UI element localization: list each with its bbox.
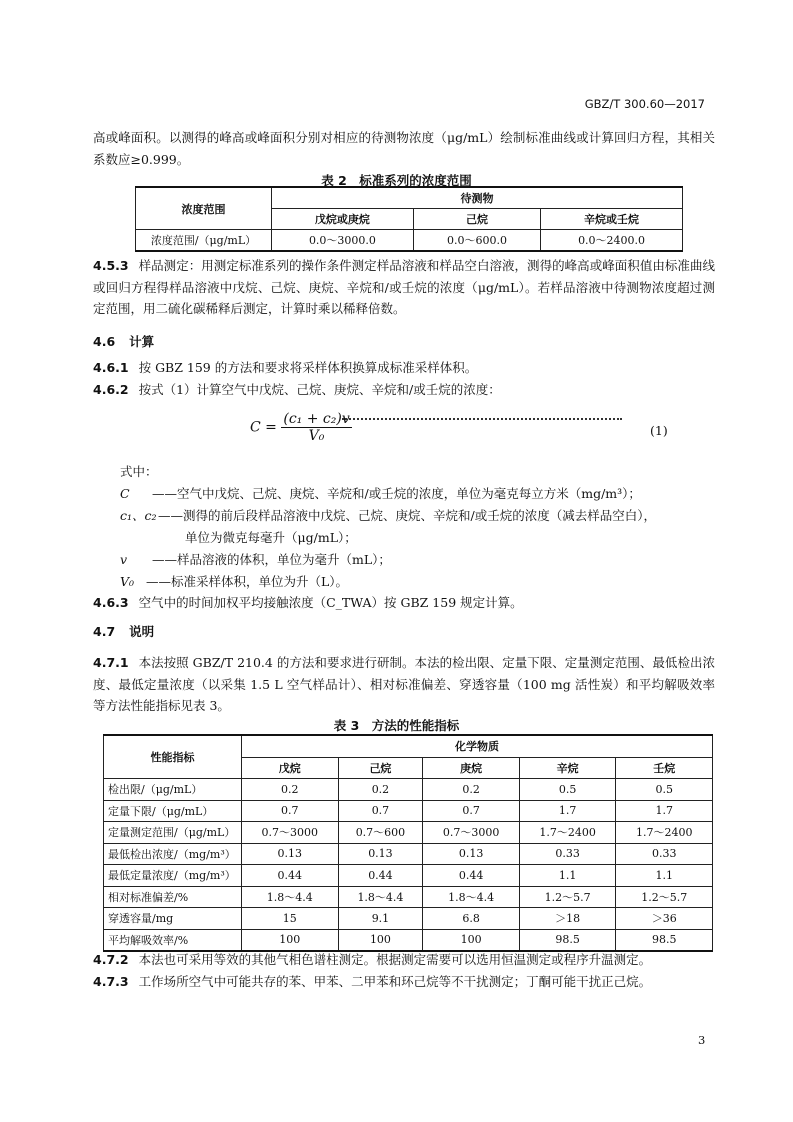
table-row — [136, 230, 683, 252]
table3-row-label: 最低定量浓度/（mg/m³） — [104, 865, 242, 887]
table-row — [104, 886, 713, 908]
table3 — [103, 734, 713, 952]
table2-col-header: 己烷 — [413, 209, 540, 230]
table3-col-header: 戊烷 — [242, 757, 339, 779]
table2-col-header: 辛烷或壬烷 — [541, 209, 683, 230]
table3-row-label: 检出限/（μg/mL） — [104, 779, 242, 801]
table-cell: 9.1 — [338, 908, 423, 930]
table-cell: 0.7 — [338, 800, 423, 822]
table3-row-label: 定量下限/（μg/mL） — [104, 800, 242, 822]
table-cell: 1.7～2400 — [616, 822, 713, 844]
section-4-6-2 — [93, 379, 715, 401]
section-title: 计算 — [129, 334, 155, 349]
section-number: 4.5.3 — [93, 258, 129, 273]
formula-denominator: V₀ — [308, 428, 325, 444]
table-cell: 100 — [338, 929, 423, 951]
table-cell: 0.2 — [423, 779, 520, 801]
variable-symbol: c₁、c₂ — [120, 508, 157, 523]
section-number: 4.7.3 — [93, 974, 129, 989]
section-text: 空气中的时间加权平均接触浓度（C_TWA）按 GBZ 159 规定计算。 — [138, 595, 523, 610]
variable-line — [120, 572, 348, 590]
variable-symbol: C — [120, 486, 130, 501]
table-cell: 0.5 — [616, 779, 713, 801]
table-cell: 0.7～3000 — [242, 822, 339, 844]
variable-desc: 单位为微克每毫升（μg/mL）； — [185, 530, 357, 545]
table-cell: 1.7～2400 — [519, 822, 616, 844]
table-cell: 100 — [242, 929, 339, 951]
table-cell: 0.0～2400.0 — [541, 230, 683, 252]
table-cell: 1.1 — [519, 865, 616, 887]
section-4-6-3 — [93, 592, 715, 614]
table-cell: 0.44 — [423, 865, 520, 887]
table-cell: 1.1 — [616, 865, 713, 887]
formula-number: (1) — [650, 423, 668, 438]
table-cell: 0.5 — [519, 779, 616, 801]
section-number: 4.6 — [93, 334, 116, 349]
table2-corner: 浓度范围 — [136, 187, 272, 230]
variable-line — [120, 506, 656, 524]
variable-symbol: v — [120, 552, 128, 567]
section-text: 按式（1）计算空气中戊烷、己烷、庚烷、辛烷和/或壬烷的浓度： — [138, 382, 501, 397]
page-number: 3 — [698, 1033, 706, 1047]
table-cell: 0.33 — [616, 843, 713, 865]
table3-col-header: 辛烷 — [519, 757, 616, 779]
table-cell: 0.7～3000 — [423, 822, 520, 844]
formula-leader-dots — [342, 418, 622, 420]
table-cell: 0.13 — [338, 843, 423, 865]
section-4-5-3 — [93, 255, 715, 320]
variable-symbol: V₀ — [120, 574, 135, 589]
table-row — [104, 929, 713, 951]
table-cell: 100 — [423, 929, 520, 951]
section-number: 4.6.2 — [93, 382, 129, 397]
section-4-7-3 — [93, 971, 715, 993]
table2-caption: 表 2 标准系列的浓度范围 — [321, 173, 472, 188]
section-4-6-heading — [93, 332, 154, 350]
section-text: 本法也可采用等效的其他气相色谱柱测定。根据测定需要可以选用恒温测定或程序升温测定。 — [138, 952, 652, 967]
table2-group-header: 待测物 — [272, 187, 683, 209]
table-cell: 0.44 — [242, 865, 339, 887]
table-cell: 0.0～3000.0 — [272, 230, 414, 252]
table-cell: 1.2～5.7 — [616, 886, 713, 908]
formula-1 — [250, 411, 352, 444]
where-intro: 式中： — [120, 464, 158, 479]
table2-row-label: 浓度范围/（μg/mL） — [136, 230, 272, 252]
table3-col-header: 壬烷 — [616, 757, 713, 779]
table-cell: 0.7 — [242, 800, 339, 822]
table-row — [104, 843, 713, 865]
table-cell: 98.5 — [519, 929, 616, 951]
section-4-7-heading — [93, 622, 154, 640]
section-4-7-1 — [93, 652, 715, 717]
variable-desc: ——样品溶液的体积，单位为毫升（mL）； — [152, 552, 391, 567]
section-text: 按 GBZ 159 的方法和要求将采样体积换算成标准采样体积。 — [138, 360, 478, 375]
table-row — [104, 908, 713, 930]
table3-row-label: 平均解吸效率/% — [104, 929, 242, 951]
table-row — [104, 865, 713, 887]
table-cell: 1.8～4.4 — [242, 886, 339, 908]
table-row — [104, 800, 713, 822]
table3-caption: 表 3 方法的性能指标 — [333, 718, 460, 733]
formula-numerator: (c₁ + c₂)v — [283, 411, 350, 427]
section-4-6-1 — [93, 357, 715, 379]
section-number: 4.6.3 — [93, 595, 129, 610]
table-cell: ＞36 — [616, 908, 713, 930]
table-cell: 1.8～4.4 — [423, 886, 520, 908]
table-row — [104, 822, 713, 844]
variable-line — [185, 528, 357, 546]
table-cell: 98.5 — [616, 929, 713, 951]
variable-desc: ——标准采样体积，单位为升（L）。 — [146, 574, 349, 589]
table-cell: 1.8～4.4 — [338, 886, 423, 908]
table-cell: 0.7 — [423, 800, 520, 822]
table2 — [135, 186, 683, 252]
variable-desc: ——空气中戊烷、己烷、庚烷、辛烷和/或壬烷的浓度，单位为毫克每立方米（mg/m³）； — [152, 486, 641, 501]
table3-col-header: 庚烷 — [423, 757, 520, 779]
section-number: 4.6.1 — [93, 360, 129, 375]
standard-number: GBZ/T 300.60—2017 — [584, 97, 705, 111]
section-number: 4.7.1 — [93, 655, 129, 670]
table3-corner: 性能指标 — [104, 735, 242, 779]
table-cell: 0.33 — [519, 843, 616, 865]
table-cell: 1.7 — [519, 800, 616, 822]
table-row — [104, 779, 713, 801]
table-cell: 15 — [242, 908, 339, 930]
table-cell: 1.7 — [616, 800, 713, 822]
table-cell: 1.2～5.7 — [519, 886, 616, 908]
formula-equals: = — [265, 419, 277, 436]
table3-row-label: 相对标准偏差/% — [104, 886, 242, 908]
table3-row-label: 定量测定范围/（μg/mL） — [104, 822, 242, 844]
table-cell: 0.44 — [338, 865, 423, 887]
table-cell: 0.13 — [423, 843, 520, 865]
variable-desc: ——测得的前后段样品溶液中戊烷、己烷、庚烷、辛烷和/或壬烷的浓度（减去样品空白）， — [158, 508, 656, 523]
section-4-7-2 — [93, 949, 715, 971]
table-cell: 0.2 — [242, 779, 339, 801]
table-cell: 0.2 — [338, 779, 423, 801]
table2-col-header: 戊烷或庚烷 — [272, 209, 414, 230]
section-title: 说明 — [129, 624, 155, 639]
formula-lhs: C — [250, 419, 261, 436]
table3-row-label: 最低检出浓度/（mg/m³） — [104, 843, 242, 865]
table-cell: 0.0～600.0 — [413, 230, 540, 252]
table3-row-label: 穿透容量/mg — [104, 908, 242, 930]
variable-line — [120, 550, 391, 568]
section-number: 4.7 — [93, 624, 116, 639]
section-number: 4.7.2 — [93, 952, 129, 967]
formula-fraction — [281, 411, 351, 444]
table-cell: 0.13 — [242, 843, 339, 865]
table3-group-header: 化学物质 — [242, 735, 713, 757]
table-cell: 6.8 — [423, 908, 520, 930]
section-text: 工作场所空气中可能共存的苯、甲苯、二甲苯和环己烷等不干扰测定；丁酮可能干扰正己烷。 — [138, 974, 652, 989]
table-cell: ＞18 — [519, 908, 616, 930]
table-cell: 0.7～600 — [338, 822, 423, 844]
section-text: 样品测定：用测定标准系列的操作条件测定样品溶液和样品空白溶液，测得的峰高或峰面积值由标准曲线或回归方程得样品溶液中戊烷、己烷、庚烷、辛烷和/或壬烷的浓度（μg/mL）。若样品溶液中待测物浓度超过测定范围，用二硫化碳稀释后测定，计算时乘以稀释倍数。 — [93, 258, 715, 316]
table3-col-header: 己烷 — [338, 757, 423, 779]
section-text: 本法按照 GBZ/T 210.4 的方法和要求进行研制。本法的检出限、定量下限、定量测定范围、最低检出浓度、最低定量浓度（以采集 1.5 L 空气样品计）、相对标准偏差、穿透容量（100 mg 活性炭）和平均解吸效率等方法性能指标见表 3。 — [93, 655, 715, 713]
intro-paragraph: 高或峰面积。以测得的峰高或峰面积分别对相应的待测物浓度（μg/mL）绘制标准曲线或计算回归方程，其相关系数应≥0.999。 — [93, 130, 715, 167]
variable-line — [120, 484, 641, 502]
